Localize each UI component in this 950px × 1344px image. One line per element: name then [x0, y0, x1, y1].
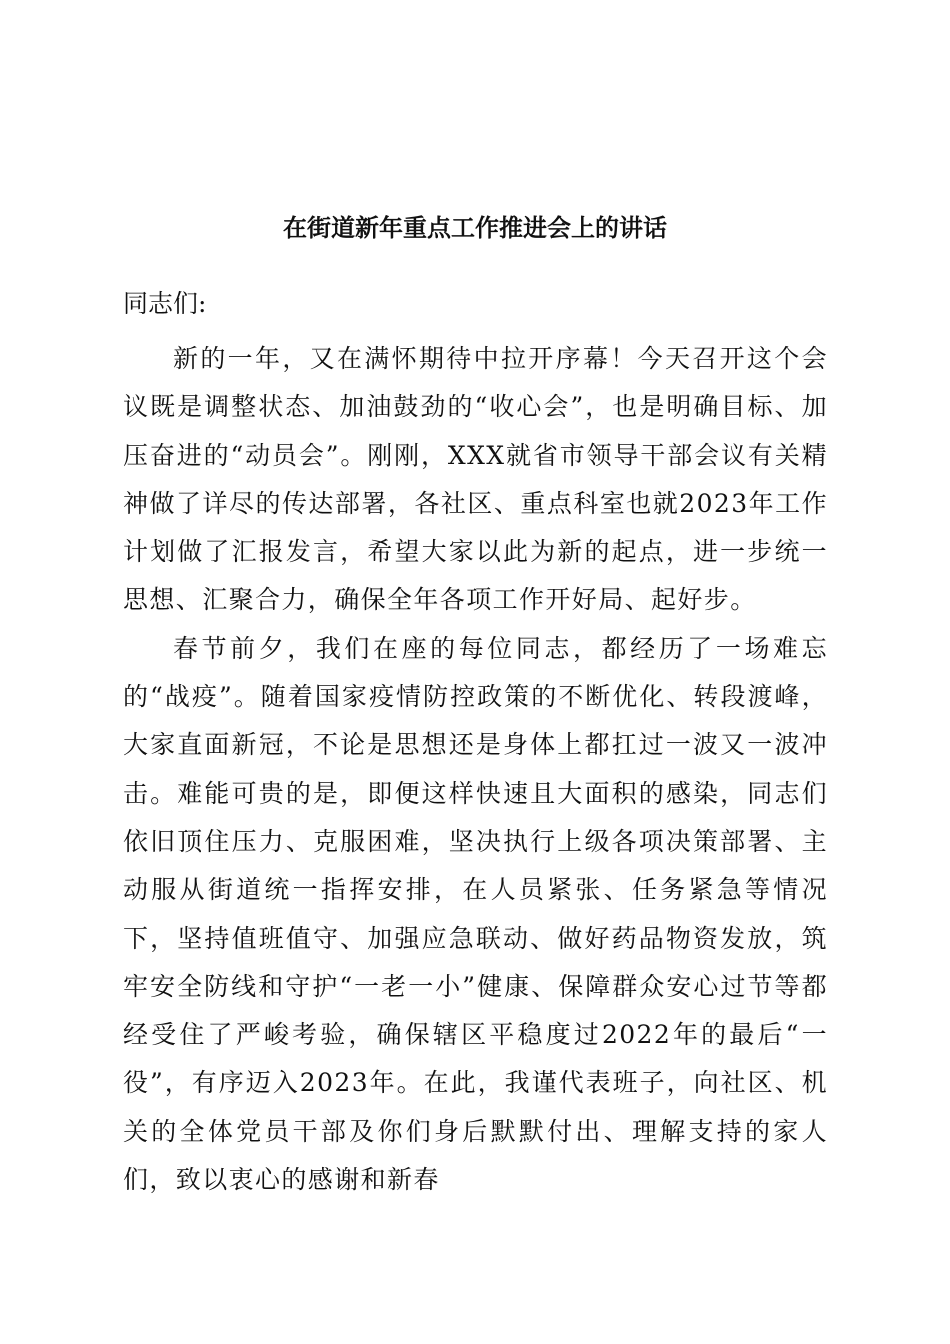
paragraph-2: 春节前夕，我们在座的每位同志，都经历了一场难忘的“战疫”。随着国家疫情防控政策的不断优化、转段渡峰，大家直面新冠，不论是思想还是身体上都扛过一波又一波冲击。难能可贵的是，即便这样快速且大面积的感染，同志们依旧顶住压力、克服困难，坚决执行上级各项决策部署、主动服从街道统一指挥安排，在人员紧张、任务紧急等情况下，坚持值班值守、加强应急联动、做好药品物资发放，筑牢安全防线和守护“一老一小”健康、保障群众安心过节等都经受住了严峻考验，确保辖区平稳度过2022年的最后“一役”，有序迈入2023年。在此，我谨代表班子，向社区、机关的全体党员干部及你们身后默默付出、理解支持的家人们，致以衷心的感谢和新春 — [123, 633, 828, 1195]
salutation: 同志们: — [123, 289, 207, 318]
document-body — [123, 335, 828, 1204]
document-title: 在街道新年重点工作推进会上的讲话 — [283, 213, 667, 242]
paragraph-1: 新的一年，又在满怀期待中拉开序幕！今天召开这个会议既是调整状态、加油鼓劲的“收心会”，也是明确目标、加压奋进的“动员会”。刚刚，XXX就省市领导干部会议有关精神做了详尽的传达部署，各社区、重点科室也就2023年工作计划做了汇报发言，希望大家以此为新的起点，进一步统一思想、汇聚合力，确保全年各项工作开好局、起好步。 — [123, 344, 828, 615]
